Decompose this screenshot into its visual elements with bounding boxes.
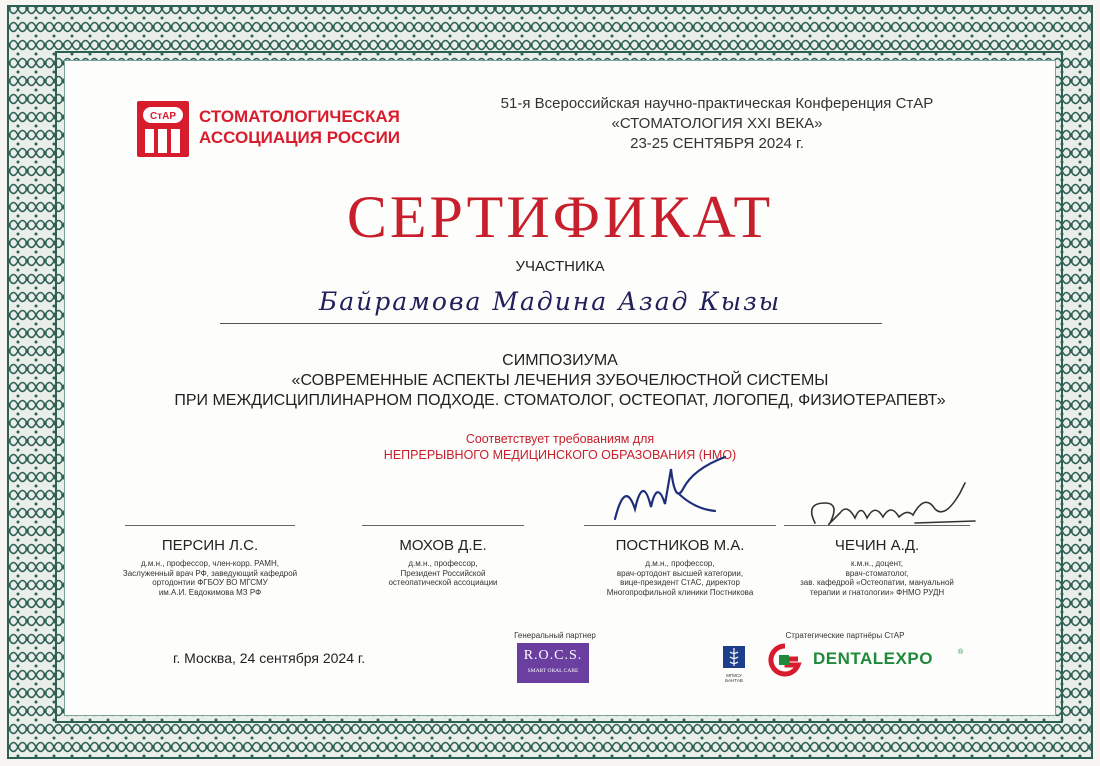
signatory-desc-3 xyxy=(575,559,785,597)
signatory-desc-2-line: Президент Российской xyxy=(400,568,486,578)
signatory-name-1: ПЕРСИН Л.С. xyxy=(161,537,259,554)
conference-line2: «СТОМАТОЛОГИЯ XXI ВЕКА» xyxy=(611,115,823,132)
nmo-compliance xyxy=(65,431,1055,463)
certificate-title: СЕРТИФИКАТ xyxy=(346,184,774,250)
nmo-line1: Соответствует требованиям для xyxy=(465,432,655,446)
signatory-desc-4-line: к.м.н., доцент, xyxy=(850,559,903,568)
place-date: г. Москва, 24 сентября 2024 г. xyxy=(173,650,366,666)
signatory-desc-4-line: зав. кафедрой «Остеопатии, мануальной xyxy=(800,578,954,587)
symposium-line2: «СОВРЕМЕННЫЕ АСПЕКТЫ ЛЕЧЕНИЯ ЗУБОЧЕЛЮСТНОЙ СИСТЕМЫ xyxy=(291,372,829,389)
signatory-name-4: ЧЕЧИН А.Д. xyxy=(834,537,920,554)
signatory-desc-4-line: врач-стоматолог, xyxy=(845,568,909,578)
signatory-name-3: ПОСТНИКОВ М.А. xyxy=(615,537,745,554)
association-name-line2: АССОЦИАЦИЯ РОССИИ xyxy=(199,128,401,147)
strategic-partners-label: Стратегические партнёры СтАР xyxy=(785,631,905,640)
symposium-line1: СИМПОЗИУМА xyxy=(502,352,618,369)
dentalexpo-logo: DENTALEXPO xyxy=(813,649,933,668)
rocs-tagline: SMART ORAL CARE xyxy=(527,668,579,674)
participant-label: УЧАСТНИКА xyxy=(515,258,605,275)
signatory-desc-1-line: д.м.н., профессор, член-корр. РАМН, xyxy=(141,559,279,568)
participant-name: Байрамова Мадина Азад Кызы xyxy=(318,287,782,316)
signatory-desc-1-line: им.А.И. Евдокимова МЗ РФ xyxy=(158,587,262,597)
conference-header xyxy=(437,94,997,154)
chechin-signature xyxy=(795,473,985,533)
signatory-desc-2 xyxy=(343,559,543,588)
rocs-logo xyxy=(517,643,589,683)
registered-mark: ® xyxy=(958,649,964,656)
signature-line-2 xyxy=(362,525,524,526)
signature-line-1 xyxy=(125,525,295,526)
symposium-block xyxy=(65,351,1055,411)
dentalexpo-mark-icon xyxy=(765,643,805,677)
symposium-line3: ПРИ МЕЖДИСЦИПЛИНАРНОМ ПОДХОДЕ. СТОМАТОЛОГ, ОСТЕОПАТ, ЛОГОПЕД, ФИЗИОТЕРАПЕВТ» xyxy=(174,392,946,409)
signatory-desc-4-line: терапии и гнатологии» ФНМО РУДН xyxy=(809,587,945,597)
nmo-line2: НЕПРЕРЫВНОГО МЕДИЦИНСКОГО ОБРАЗОВАНИЯ (НМО) xyxy=(383,448,737,462)
signatory-desc-3-line: Многопрофильной клиники Постникова xyxy=(606,587,754,597)
tooth-logo-icon xyxy=(137,101,189,157)
mgmsu-emblem-icon xyxy=(721,645,747,673)
general-partner-label: Генеральный партнер xyxy=(514,631,596,640)
signature-line-3 xyxy=(584,525,776,526)
signatory-desc-2-line: д.м.н., профессор, xyxy=(408,559,478,568)
signatory-desc-1 xyxy=(105,559,315,597)
rocs-brand: R.O.C.S. xyxy=(523,648,583,663)
signatory-name-2: МОХОВ Д.Е. xyxy=(399,537,487,554)
signatory-desc-4 xyxy=(777,559,977,597)
postnikov-signature xyxy=(605,449,755,529)
certificate-body xyxy=(64,60,1056,716)
signatory-desc-1-line: ортодонтии ФГБОУ ВО МГСМУ xyxy=(152,578,268,587)
signatory-desc-3-line: д.м.н., профессор, xyxy=(645,559,715,568)
signatory-desc-3-line: вице-президент СтАС, директор xyxy=(620,578,740,587)
signature-line-4 xyxy=(784,525,970,526)
conference-line3: 23-25 СЕНТЯБРЯ 2024 г. xyxy=(630,135,804,152)
signatory-desc-1-line: Заслуженный врач РФ, заведующий кафедрой xyxy=(122,568,298,578)
name-underline xyxy=(220,323,882,324)
association-name-line1: СТОМАТОЛОГИЧЕСКАЯ xyxy=(199,107,400,126)
mgmsu-caption: МГМСУ БАНТАВ xyxy=(725,673,743,683)
svg-text:СтАР: СтАР xyxy=(149,111,177,122)
association-name xyxy=(199,106,400,148)
signatory-desc-2-line: остеопатической ассоциации xyxy=(388,578,498,587)
star-logo xyxy=(137,101,189,157)
signatory-desc-3-line: врач-ортодонт высшей категории, xyxy=(616,568,744,578)
conference-line1: 51-я Всероссийская научно-практическая Конференция СтАР xyxy=(500,95,934,112)
